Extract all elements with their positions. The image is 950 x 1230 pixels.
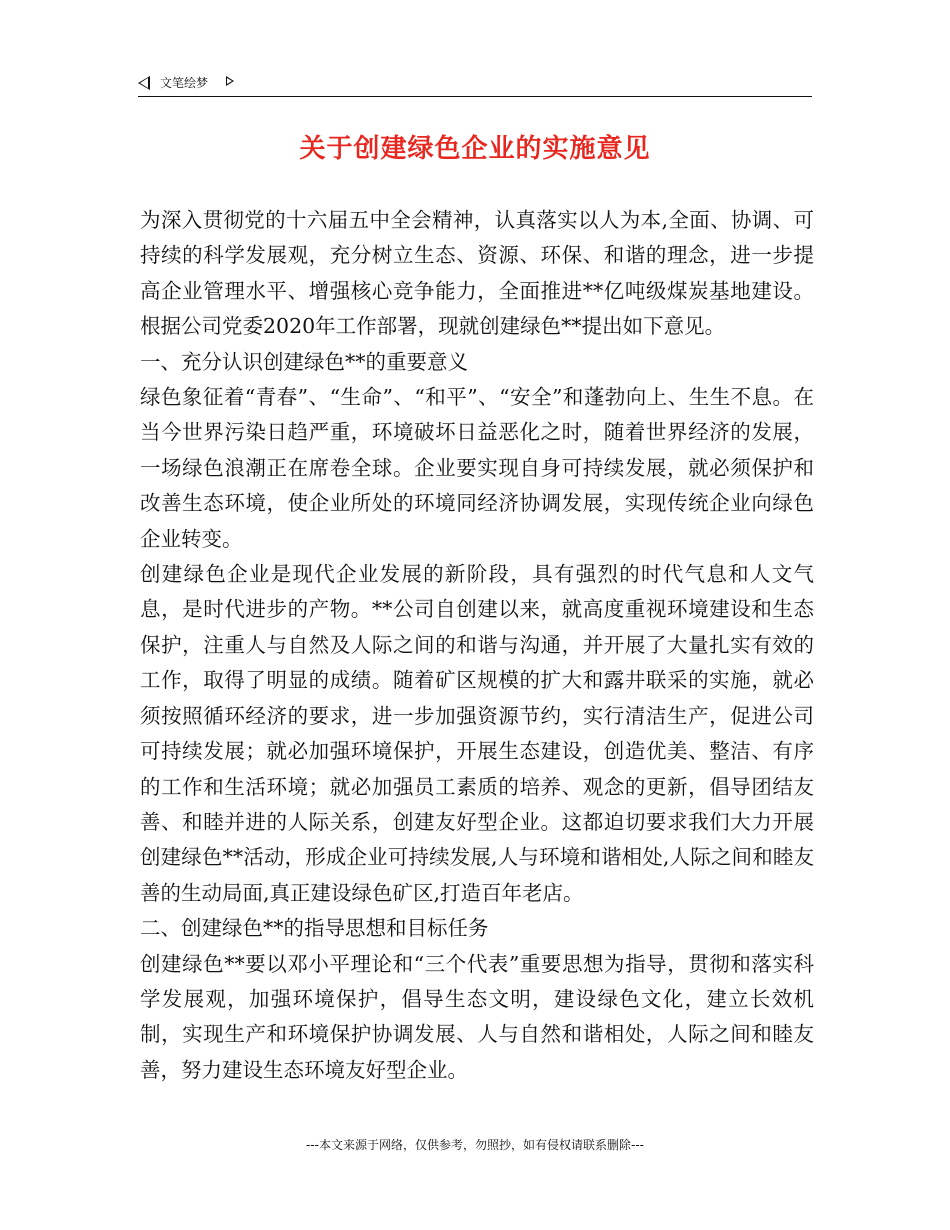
header-brand: 文笔绘梦 bbox=[160, 76, 209, 90]
paragraph: 创建绿色**要以邓小平理论和“三个代表”重要思想为指导，贯彻和落实科学发展观，加强环境保护，倡导生态文明，建设绿色文化，建立长效机制，实现生产和环境保护协调发展、人与自然和谐相处，人际之间和睦友善，努力建设生态环境友好型企业。 bbox=[140, 951, 814, 1082]
paragraph-intro: 为深入贯彻党的十六届五中全会精神，认真落实以人为本,全面、协调、可持续的科学发展观，充分树立生态、资源、环保、和谐的理念，进一步提高企业管理水平、增强核心竞争能力，全面推进**亿吨级煤炭基地建设。根据公司党委2020年工作部署，现就创建绿色**提出如下意见。 bbox=[140, 208, 814, 339]
paragraph: 创建绿色企业是现代企业发展的新阶段，具有强烈的时代气息和人文气息，是时代进步的产物。**公司自创建以来，就高度重视环境建设和生态保护，注重人与自然及人际之间的和谐与沟通，并开展了大量扎实有效的工作，取得了明显的成绩。随着矿区规模的扩大和露井联采的实施，就必须按照循环经济的要求，进一步加强资源节约，实行清洁生产，促进公司可持续发展；就必加强环境保护，开展生态建设，创造优美、整洁、有序的工作和生活环境；就必加强员工素质的培养、观念的更新，倡导团结友善、和睦并进的人际关系，创建友好型企业。这都迫切要求我们大力开展创建绿色**活动，形成企业可持续发展,人与环境和谐相处,人际之间和睦友善的生动局面,真正建设绿色矿区,打造百年老店。 bbox=[140, 562, 814, 905]
section-heading-1: 一、充分认识创建绿色**的重要意义 bbox=[140, 349, 468, 374]
paragraph: 绿色象征着“青春”、“生命”、“和平”、“安全”和蓬勃向上、生生不息。在当今世界污染日趋严重，环境破坏日益恶化之时，随着世界经济的发展，一场绿色浪潮正在席卷全球。企业要实现自身可持续发展，就必须保护和改善生态环境，使企业所处的环境同经济协调发展，实现传统企业向绿色企业转变。 bbox=[140, 385, 814, 551]
footer-notice: ---本文来源于网络，仅供参考，勿照抄，如有侵权请联系删除--- bbox=[306, 1138, 644, 1152]
document-title: 关于创建绿色企业的实施意见 bbox=[299, 134, 651, 164]
right-triangle-icon bbox=[226, 76, 234, 86]
section-heading-2: 二、创建绿色**的指导思想和目标任务 bbox=[140, 916, 489, 941]
document-body bbox=[140, 203, 814, 1088]
left-triangle-icon bbox=[138, 76, 150, 90]
page-header bbox=[138, 72, 812, 97]
